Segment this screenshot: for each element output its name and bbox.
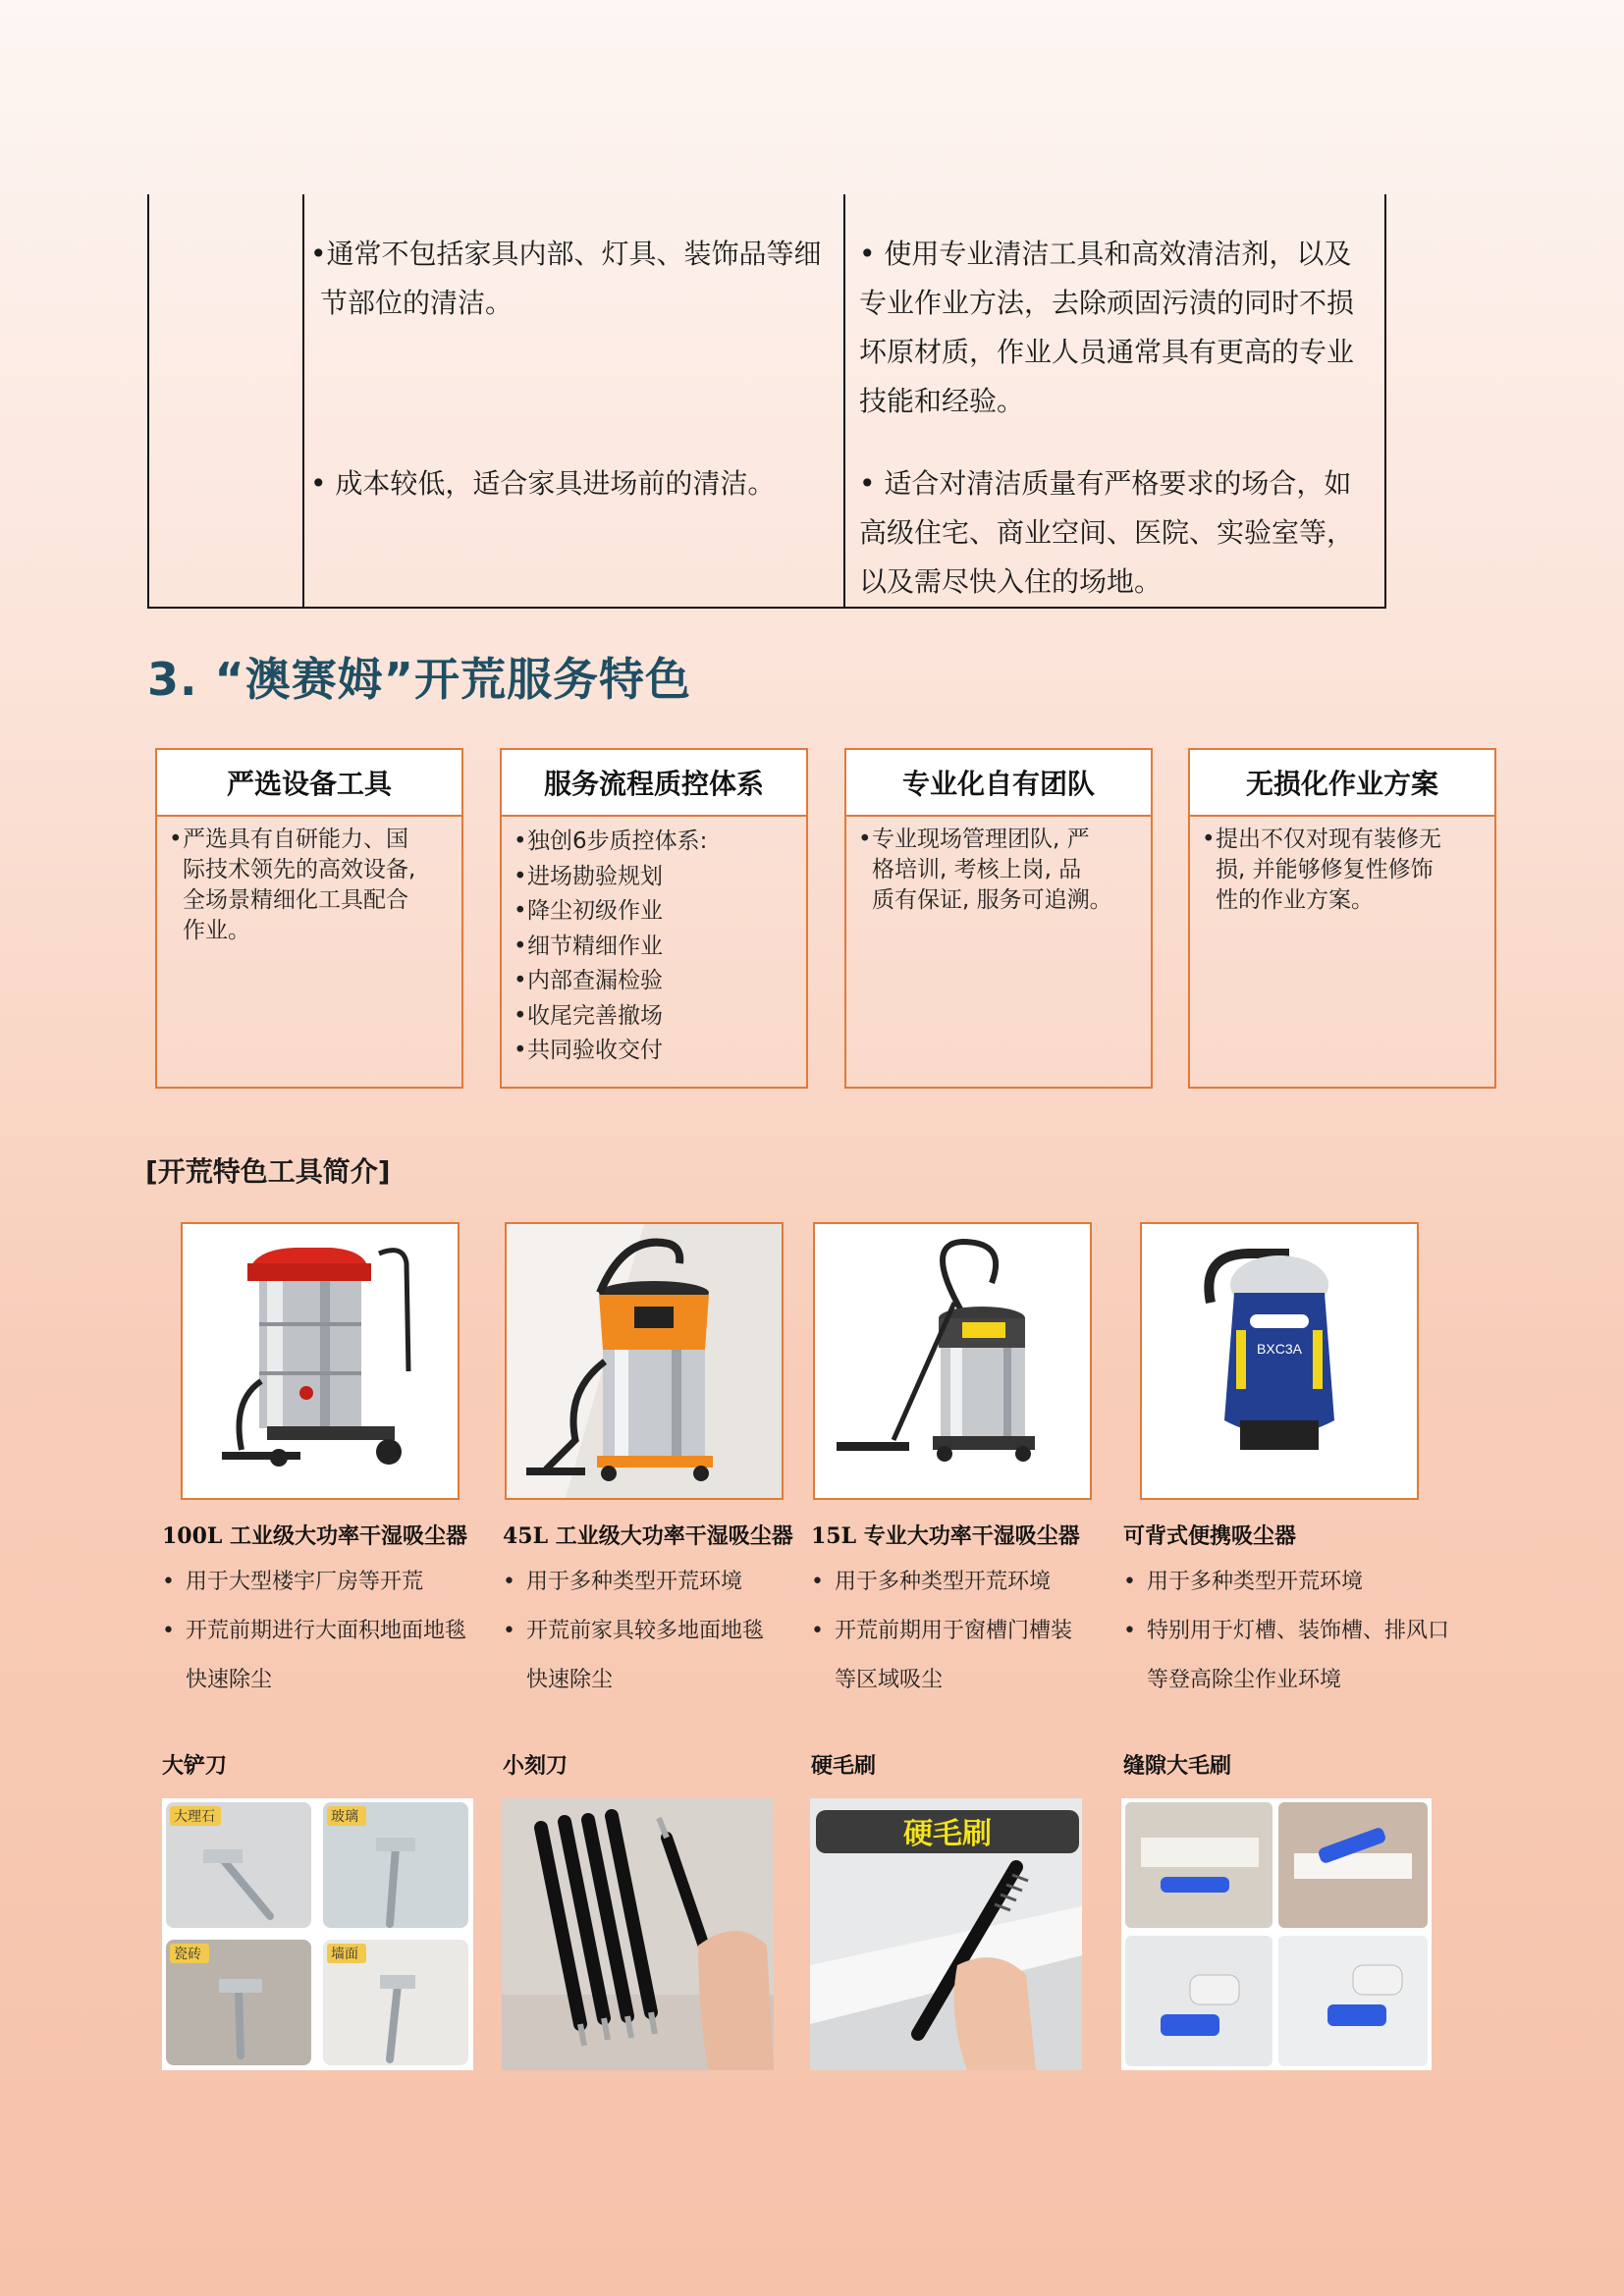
vacuum-45l-image [505,1222,784,1500]
desc-item: • 用于大型楼宇厂房等开荒 [162,1570,424,1594]
desc-item-cont: 快速除尘 [186,1668,273,1692]
card-title: 服务流程质控体系 [502,750,806,817]
card-line: • 提出不仅对现有装修无 [1202,827,1441,852]
card-list-item: • 共同验收交付 [514,1038,663,1063]
card-list-item: • 独创6步质控体系: [514,828,708,854]
card-list-item: • 进场勘验规划 [514,863,663,889]
feature-card-non-destructive [1188,748,1496,1089]
stiff-brush-image [810,1798,1082,2070]
vacuum-100l-image [181,1222,460,1500]
desc-item: • 开荒前期进行大面积地面地毯 [162,1619,467,1643]
card-list-item: • 细节精细作业 [514,933,663,959]
vacuum-100l-name: 100L 工业级大功率干湿吸尘器 [162,1523,468,1549]
table-cell-col2-item2: • 成本较低，适合家具进场前的清洁。 [310,467,776,500]
card-line: 际技术领先的高效设备, [183,857,416,882]
card-body [502,817,806,1069]
hand-tool-gap-brush-name: 缝隙大毛刷 [1123,1753,1232,1779]
card-line: • 专业现场管理团队, 严 [858,827,1090,852]
feature-card-equipment [155,748,463,1089]
card-list-item: • 降尘初级作业 [514,898,663,924]
card-title: 无损化作业方案 [1190,750,1494,817]
feature-card-quality-control [500,748,808,1089]
card-body [1190,817,1494,916]
table-divider [302,194,304,607]
desc-item: • 用于多种类型开荒环境 [503,1570,743,1594]
table-cell-col3-item1: • 使用专业清洁工具和高效清洁剂，以及 专业作业方法，去除顽固污渍的同时不损 坏原材质，作业人员通常具有更高的专业 技能和经验。 [859,238,1355,417]
section-title: 3. “澳赛姆”开荒服务特色 [147,653,691,706]
card-body [846,817,1151,916]
card-list-item: • 内部查漏检验 [514,968,663,993]
knife-image [502,1798,774,2070]
comparison-table [147,194,1386,609]
card-list-item: • 收尾完善撤场 [514,1002,663,1029]
card-line: • 严选具有自研能力、国 [169,827,408,852]
vacuum-backpack-name: 可背式便携吸尘器 [1123,1523,1297,1549]
scraper-image [162,1798,473,2070]
desc-item: • 开荒前期用于窗槽门槽装 [811,1619,1073,1643]
vacuum-backpack-desc [1123,1558,1457,1705]
tools-intro-title: [开荒特色工具简介] [145,1155,391,1188]
hand-tool-knife-name: 小刻刀 [503,1753,568,1779]
scraper-label-tile: 瓷砖 [174,1947,201,1962]
backpack-model-label: BXC3A [1257,1341,1302,1357]
stiff-brush-banner: 硬毛刷 [903,1817,992,1851]
hand-tool-stiff-brush-name: 硬毛刷 [811,1753,877,1779]
desc-item: • 开荒前家具较多地面地毯 [503,1619,765,1643]
desc-item: • 用于多种类型开荒环境 [811,1570,1052,1594]
gap-brush-image [1121,1798,1432,2070]
table-cell-col3-item2: • 适合对清洁质量有严格要求的场合，如 高级住宅、商业空间、医院、实验室等， 以及需尽快入住的场地。 [859,467,1355,598]
scraper-label-wall: 墙面 [331,1947,358,1962]
card-line: 格培训, 考核上岗, 品 [872,857,1082,882]
desc-item: • 特别用于灯槽、装饰槽、排风口 [1123,1619,1450,1643]
table-divider [843,194,845,607]
vacuum-backpack-image [1140,1222,1419,1500]
desc-item-cont: 等区域吸尘 [835,1668,944,1692]
card-line: 全场景精细化工具配合 [183,887,408,913]
card-line: 质有保证, 服务可追溯。 [872,887,1112,913]
desc-item-cont: 等登高除尘作业环境 [1147,1668,1342,1692]
card-line: 损, 并能够修复性修饰 [1216,857,1434,882]
card-line: 性的作业方案。 [1216,887,1374,913]
table-cell-col2-item1: •通常不包括家具内部、灯具、装饰品等细 节部位的清洁。 [310,238,822,319]
vacuum-15l-desc [811,1558,1125,1705]
vacuum-100l-desc [162,1558,476,1705]
desc-item: • 用于多种类型开荒环境 [1123,1570,1364,1594]
card-title: 专业化自有团队 [846,750,1151,817]
vacuum-15l-name: 15L 专业大功率干湿吸尘器 [811,1523,1080,1549]
desc-item-cont: 快速除尘 [526,1668,614,1692]
card-body [157,817,461,946]
feature-card-team [844,748,1153,1089]
vacuum-15l-image [813,1222,1092,1500]
card-title: 严选设备工具 [157,750,461,817]
vacuum-45l-name: 45L 工业级大功率干湿吸尘器 [503,1523,793,1549]
card-line: 作业。 [183,918,250,943]
scraper-label-glass: 玻璃 [331,1809,358,1825]
hand-tool-scraper-name: 大铲刀 [162,1753,228,1779]
scraper-label-marble: 大理石 [174,1809,215,1825]
vacuum-45l-desc [503,1558,817,1705]
